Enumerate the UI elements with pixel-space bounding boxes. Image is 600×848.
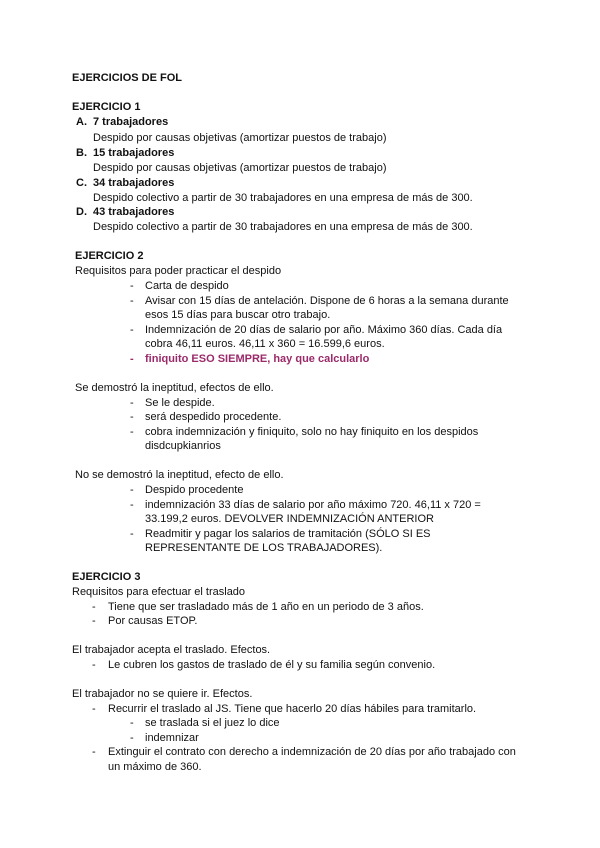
ex2-req2-line2: esos 15 días para buscar otro trabajo. xyxy=(145,309,331,321)
ex3-req2: Por causas ETOP. xyxy=(108,615,198,627)
ex2-req2-line1: Avisar con 15 días de antelación. Dispone de 6 horas a la semana durante xyxy=(145,295,509,307)
ex2-s3-item2-line2: 33.199,2 euros. DEVOLVER INDEMNIZACIÓN ANTERIOR xyxy=(145,513,434,525)
ex1-item-c-desc: Despido colectivo a partir de 30 trabajadores en una empresa de más de 300. xyxy=(93,192,473,204)
ex1-item-b-label: 15 trabajadores xyxy=(93,147,175,159)
ex2-s3-item1: Despido procedente xyxy=(145,484,244,496)
ex2-s2-item3-line2: disdcupkianrios xyxy=(145,440,221,452)
ex1-heading: EJERCICIO 1 xyxy=(72,101,141,113)
bullet-dash: - xyxy=(92,659,96,671)
bullet-dash: - xyxy=(92,601,96,613)
ex3-accept-intro: El trabajador acepta el traslado. Efectos. xyxy=(72,644,271,656)
ex1-item-a-desc: Despido por causas objetivas (amortizar puestos de trabajo) xyxy=(93,132,387,144)
bullet-dash: - xyxy=(130,280,134,292)
ex1-item-c-label: 34 trabajadores xyxy=(93,177,175,189)
ex1-item-a-label: 7 trabajadores xyxy=(93,116,169,128)
ex1-item-d-desc: Despido colectivo a partir de 30 trabajadores en una empresa de más de 300. xyxy=(93,221,473,233)
ex2-s2-item3-line1: cobra indemnización y finiquito, solo no hay finiquito en los despidos xyxy=(145,426,479,438)
ex2-req1: Carta de despido xyxy=(145,280,229,292)
bullet-dash: - xyxy=(130,732,134,744)
bullet-dash: - xyxy=(92,746,96,758)
ex2-heading: EJERCICIO 2 xyxy=(75,250,144,262)
ex2-s3-intro: No se demostró la ineptitud, efecto de ello. xyxy=(75,469,284,481)
bullet-dash: - xyxy=(130,717,134,729)
ex3-heading: EJERCICIO 3 xyxy=(72,571,141,583)
ex1-item-b-desc: Despido por causas objetivas (amortizar puestos de trabajo) xyxy=(93,162,387,174)
bullet-dash: - xyxy=(130,484,134,496)
bullet-dash: - xyxy=(130,397,134,409)
ex3-reject-item2-line1: Extinguir el contrato con derecho a indemnización de 20 días por año trabajado con xyxy=(108,746,516,758)
bullet-dash: - xyxy=(130,411,134,423)
bullet-dash: - xyxy=(130,528,134,540)
bullet-dash: - xyxy=(92,615,96,627)
ex3-reject-intro: El trabajador no se quiere ir. Efectos. xyxy=(72,688,253,700)
bullet-dash: - xyxy=(130,324,134,336)
ex3-reject-subitem-b: indemnizar xyxy=(145,732,199,744)
ex2-s2-item1: Se le despide. xyxy=(145,397,215,409)
bullet-dash: - xyxy=(92,703,96,715)
ex2-s2-intro: Se demostró la ineptitud, efectos de ello. xyxy=(75,382,274,394)
bullet-dash: - xyxy=(130,426,134,438)
ex1-item-d-label: 43 trabajadores xyxy=(93,206,175,218)
ex3-intro: Requisitos para efectuar el traslado xyxy=(72,586,246,598)
ex2-s3-item3-line2: REPRESENTANTE DE LOS TRABAJADORES). xyxy=(145,542,383,554)
ex2-s2-item2: será despedido procedente. xyxy=(145,411,282,423)
bullet-dash: - xyxy=(130,499,134,511)
ex2-intro: Requisitos para poder practicar el despido xyxy=(75,265,282,277)
ex1-letter-c: C. xyxy=(76,177,87,189)
ex3-accept-item1: Le cubren los gastos de traslado de él y su familia según convenio. xyxy=(108,659,436,671)
ex3-req1: Tiene que ser trasladado más de 1 año en un periodo de 3 años. xyxy=(108,601,424,613)
ex1-letter-d: D. xyxy=(76,206,87,218)
ex2-req4-highlight: finiquito ESO SIEMPRE, hay que calcularlo xyxy=(145,353,370,365)
ex3-reject-subitem-a: se traslada si el juez lo dice xyxy=(145,717,280,729)
ex3-reject-item1: Recurrir el traslado al JS. Tiene que hacerlo 20 días hábiles para tramitarlo. xyxy=(108,703,477,715)
ex2-s3-item2-line1: indemnización 33 días de salario por año máximo 720. 46,11 x 720 = xyxy=(145,499,481,511)
ex2-req3-line2: cobra 46,11 euros. 46,11 x 360 = 16.599,6 euros. xyxy=(145,338,385,350)
bullet-dash: - xyxy=(130,295,134,307)
ex2-req3-line1: Indemnización de 20 días de salario por año. Máximo 360 días. Cada día xyxy=(145,324,503,336)
ex1-letter-b: B. xyxy=(76,147,87,159)
doc-title: EJERCICIOS DE FOL xyxy=(72,72,183,84)
bullet-dash: - xyxy=(130,353,134,365)
ex1-letter-a: A. xyxy=(76,116,87,128)
ex2-s3-item3-line1: Readmitir y pagar los salarios de tramitación (SÓLO SI ES xyxy=(145,528,431,540)
ex3-reject-item2-line2: un máximo de 360. xyxy=(108,761,202,773)
